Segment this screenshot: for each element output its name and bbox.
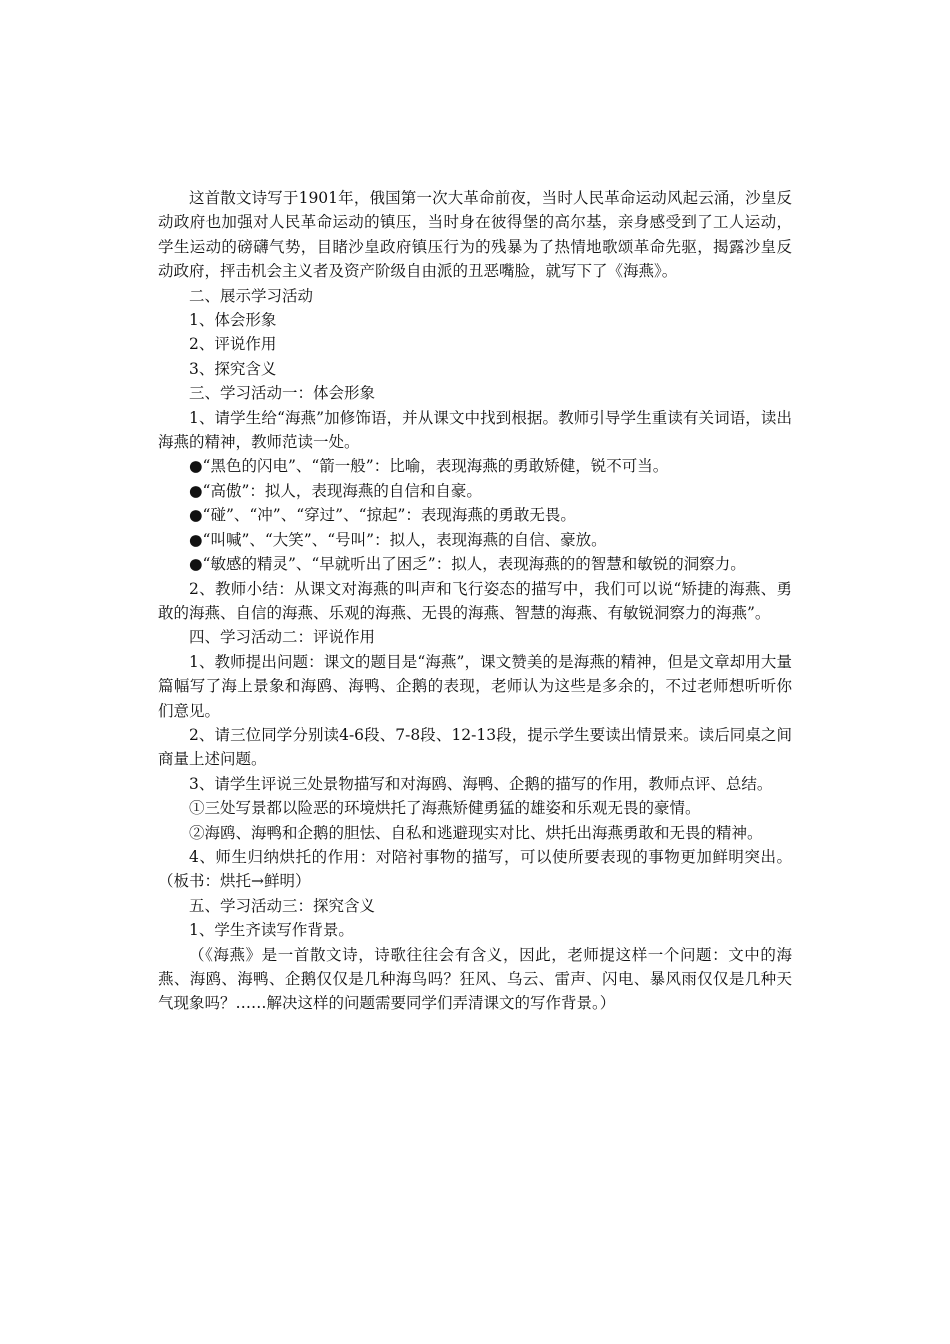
bullet-item: ●“碰”、“冲”、“穿过”、“掠起”：表现海燕的勇敢无畏。 — [189, 506, 576, 525]
paragraph-contrast-summary: 4、师生归纳烘托的作用：对陪衬事物的描写，可以使所要表现的事物更加鲜明突出。（板书：烘托→鲜明） — [158, 847, 792, 891]
document-body — [158, 186, 792, 1016]
paragraph-teacher-summary: 2、教师小结：从课文对海燕的叫声和飞行姿态的描写中，我们可以说“矫捷的海燕、勇敢的海燕、自信的海燕、乐观的海燕、无畏的海燕、智慧的海燕、有敏锐洞察力的海燕”。 — [158, 579, 792, 622]
paragraph-evaluation-task: 3、请学生评说三处景物描写和对海鸥、海鸭、企鹅的描写的作用，教师点评、总结。 — [189, 774, 773, 793]
paragraph-question: 1、教师提出问题：课文的题目是“海燕”，课文赞美的是海燕的精神，但是文章却用大量篇幅写了海上景象和海鸥、海鸭、企鹅的表现，老师认为这些是多余的，不过老师想听听你们意见。 — [158, 652, 792, 720]
bullet-item: ●“高傲”：拟人，表现海燕的自信和自豪。 — [189, 481, 482, 500]
list-item-activity-3: 3、探究含义 — [189, 359, 277, 378]
paragraph-read-background: 1、学生齐读写作背景。 — [189, 921, 354, 940]
list-item-activity-2: 2、评说作用 — [189, 335, 277, 354]
paragraph-closing-note: （《海燕》是一首散文诗，诗歌往往会有含义，因此，老师提这样一个问题：文中的海燕、海鸥、海鸭、企鹅仅仅是几种海鸟吗？狂风、乌云、雷声、闪电、暴风雨仅仅是几种天气现象吗？……解决这样的问题需要同学们弄清课文的写作背景。） — [158, 945, 792, 1013]
paragraph-modifiers-task: 1、请学生给“海燕”加修饰语，并从课文中找到根据。教师引导学生重读有关词语，读出海燕的精神，教师范读一处。 — [158, 408, 792, 452]
paragraph-background: 这首散文诗写于1901年，俄国第一次大革命前夜，当时人民革命运动风起云涌，沙皇反动政府也加强对人民革命运动的镇压，当时身在彼得堡的高尔基，亲身感受到了工人运动，学生运动的磅礴气势，目睹沙皇政府镇压行为的残暴为了热情地歌颂革命先驱，揭露沙皇反动政府，抨击机会主义者及资产阶级自由派的丑恶嘴脸，就写下了《海燕》。 — [158, 189, 792, 281]
bullet-item: ●“敏感的精灵”、“早就听出了困乏”：拟人，表现海燕的的智慧和敏锐的洞察力。 — [189, 555, 746, 574]
heading-section-four: 四、学习活动二：评说作用 — [189, 628, 376, 647]
heading-section-five: 五、学习活动三：探究含义 — [189, 896, 376, 915]
heading-section-two: 二、展示学习活动 — [189, 286, 314, 305]
numbered-point-2: ②海鸥、海鸭和企鹅的胆怯、自私和逃避现实对比、烘托出海燕勇敢和无畏的精神。 — [189, 823, 763, 842]
bullet-item: ●“叫喊”、“大笑”、“号叫”：拟人，表现海燕的自信、豪放。 — [189, 530, 607, 549]
paragraph-reading-task: 2、请三位同学分别读4-6段、7-8段、12-13段，提示学生要读出情景来。读后同桌之间商量上述问题。 — [158, 725, 792, 769]
list-item-activity-1: 1、体会形象 — [189, 311, 277, 330]
bullet-item: ●“黑色的闪电”、“箭一般”：比喻，表现海燕的勇敢矫健，锐不可当。 — [189, 457, 669, 476]
numbered-point-1: ①三处写景都以险恶的环境烘托了海燕矫健勇猛的雄姿和乐观无畏的豪情。 — [189, 799, 701, 818]
heading-section-three: 三、学习活动一：体会形象 — [189, 384, 376, 403]
